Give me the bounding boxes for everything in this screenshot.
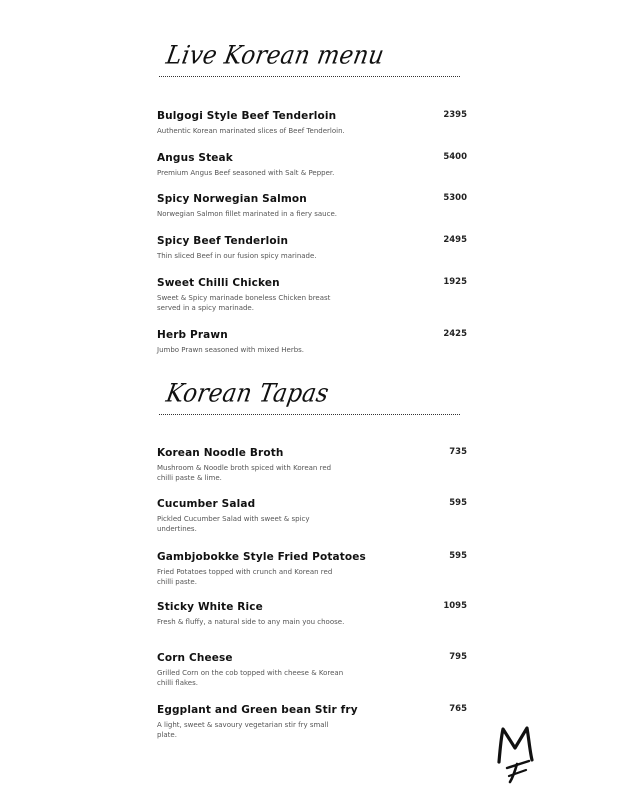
item-name: Bulgogi Style Beef Tenderloin: [157, 110, 337, 122]
item-description: Jumbo Prawn seasoned with mixed Herbs.: [157, 346, 305, 354]
item-price: 595: [449, 498, 467, 508]
item-price: 795: [449, 652, 467, 662]
item-description: Premium Angus Beef seasoned with Salt & Pepper.: [157, 169, 335, 177]
item-price: 1095: [443, 601, 467, 611]
item-price: 2425: [443, 329, 467, 339]
item-name: Herb Prawn: [157, 329, 228, 341]
section-divider: [159, 76, 460, 77]
item-description: Fresh & fluffy, a natural side to any main you choose.: [157, 618, 345, 626]
item-price: 5400: [443, 152, 467, 162]
item-price: 735: [449, 447, 467, 457]
menu-item: [157, 703, 467, 740]
item-name: Eggplant and Green bean Stir fry: [157, 704, 358, 716]
item-name: Spicy Norwegian Salmon: [157, 193, 307, 205]
menu-item: [157, 600, 467, 627]
item-name: Corn Cheese: [157, 652, 233, 664]
menu-item: [157, 328, 467, 355]
item-price: 5300: [443, 193, 467, 203]
brand-logo-icon: [496, 726, 536, 784]
section-title-korean-tapas: Korean Tapas: [164, 379, 332, 408]
item-price: 595: [449, 551, 467, 561]
menu-item: [157, 651, 467, 688]
menu-item: [157, 151, 467, 178]
item-price: 2495: [443, 235, 467, 245]
item-name: Spicy Beef Tenderloin: [157, 235, 289, 247]
menu-item: [157, 109, 467, 136]
item-description: Pickled Cucumber Salad with sweet & spicy undertines.: [157, 515, 310, 533]
item-description: Fried Potatoes topped with crunch and Korean red chilli paste.: [157, 568, 333, 586]
item-price: 765: [449, 704, 467, 714]
item-description: Thin sliced Beef in our fusion spicy marinade.: [157, 252, 317, 260]
section-title-live-korean-menu: Live Korean menu: [164, 41, 387, 70]
menu-item: [157, 234, 467, 261]
item-name: Sweet Chilli Chicken: [157, 277, 280, 289]
item-price: 2395: [443, 110, 467, 120]
item-name: Angus Steak: [157, 152, 233, 164]
item-description: Authentic Korean marinated slices of Beef Tenderloin.: [157, 127, 345, 135]
menu-item: [157, 550, 467, 587]
item-description: A light, sweet & savoury vegetarian stir fry small plate.: [157, 721, 329, 739]
menu-item: [157, 276, 467, 313]
item-description: Mushroom & Noodle broth spiced with Korean red chilli paste & lime.: [157, 464, 332, 482]
item-name: Cucumber Salad: [157, 498, 256, 510]
item-description: Grilled Corn on the cob topped with cheese & Korean chilli flakes.: [157, 669, 344, 687]
menu-item: [157, 192, 467, 219]
item-name: Sticky White Rice: [157, 601, 263, 613]
item-price: 1925: [443, 277, 467, 287]
item-description: Sweet & Spicy marinade boneless Chicken breast served in a spicy marinade.: [157, 294, 331, 312]
item-name: Korean Noodle Broth: [157, 447, 284, 459]
item-name: Gambjobokke Style Fried Potatoes: [157, 551, 366, 563]
menu-item: [157, 446, 467, 483]
item-description: Norwegian Salmon fillet marinated in a fiery sauce.: [157, 210, 337, 218]
menu-item: [157, 497, 467, 534]
section-divider: [159, 414, 460, 415]
